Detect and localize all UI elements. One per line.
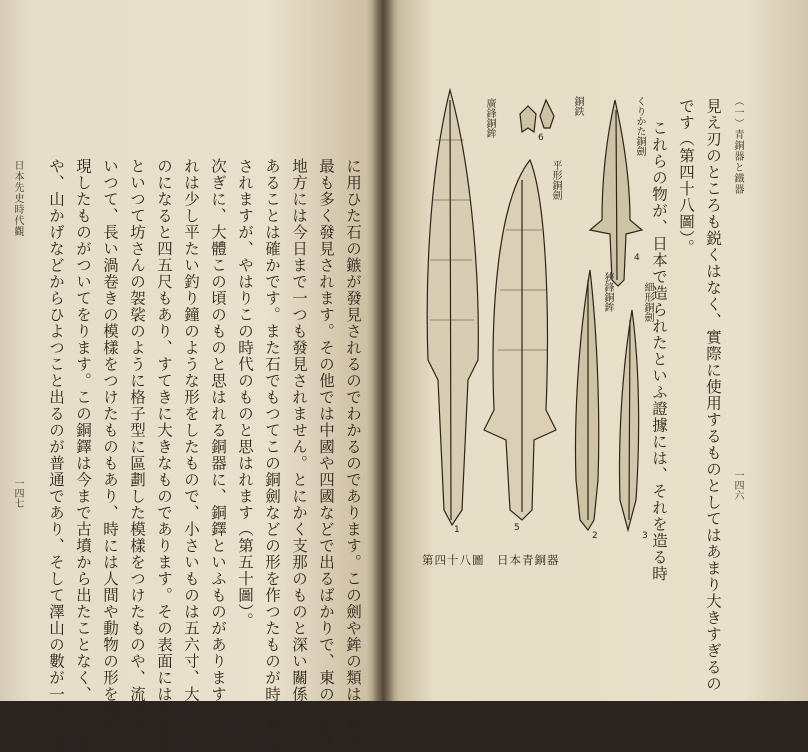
- figure-caption: 第四十八圖 日本青銅器: [422, 553, 560, 567]
- book-gutter: [372, 0, 394, 701]
- text-line: いつて、長い渦卷きの模樣をつけたものもあり、時には人間や動物の形を簡單に: [101, 158, 119, 752]
- label-wide-spear: 廣鋒銅鉾: [484, 98, 495, 138]
- text-line: 現したものがついてをります。この銅鐸は今まで古墳から出たことなく、岩の間: [74, 158, 92, 752]
- weapon-2-flat-spear: [484, 160, 556, 520]
- fig-num-4: 4: [634, 253, 640, 263]
- text-line: 最も多く發見されます。その他では中國や四國などで出るばかりで、東の方東北: [317, 158, 335, 752]
- text-line: のになると四五尺もあり、すてきに大きなものであります。その表面には袈裟襷: [155, 158, 173, 752]
- bronze-weapons-illustration: [410, 80, 670, 550]
- text-line: 地方には今日まで一つも發見されません。とにかく支那のものと深い關係の: [290, 158, 308, 719]
- fig-num-1: 1: [454, 525, 460, 535]
- page-number-left: 一四七: [12, 478, 23, 508]
- label-thin-dagger: 細形銅劍: [642, 282, 653, 322]
- text-line: あることは確かです。また石でもつてこの銅劍などの形を作つたものが時々發見: [263, 158, 281, 752]
- left-page: [0, 0, 382, 752]
- text-line: に用ひた石の鏃が發見されるのでわかるのであります。この劍や鉾の類は九州で: [344, 158, 362, 752]
- fig-num-2: 2: [592, 531, 598, 541]
- weapon-3-narrow-dagger: [576, 270, 599, 530]
- weapon-1-wide-spear: [427, 90, 478, 525]
- text-line: これらの物が、日本で造られたといふ證據には、それを造る時: [650, 120, 668, 582]
- running-head-left: 日本先史時代觀: [12, 160, 23, 237]
- fig-num-6: 6: [538, 133, 544, 143]
- label-flat-dagger: 平形銅劍: [550, 160, 561, 200]
- text-line: や、山かげなどからひよつこと出るのが普通であり、そして澤山の數が一度に出: [47, 158, 65, 752]
- text-line: されますが、やはりこの時代のものと思はれます（第五十圖）。: [236, 158, 254, 629]
- weapon-6-small-arrowhead: [520, 106, 536, 132]
- text-line: です（第四十八圖）。: [677, 98, 695, 256]
- text-line: 見え刃のところも鋭くはなく、實際に使用するものとしてはあまり大きすぎるの: [704, 98, 722, 692]
- text-line: 次ぎに、大體この頃のものと思はれる銅器に、銅鐸といふものがあります。こ: [209, 158, 227, 736]
- page-number-right: 一四六: [732, 470, 743, 500]
- fig-num-3: 3: [642, 531, 648, 541]
- text-line: といつて坊さんの袈裟のように格子型に區劃した模樣をつけたものや、流水紋と: [128, 158, 146, 752]
- label-kurikata-dagger: くりかた銅劍: [634, 96, 645, 156]
- running-head-right: （一）青銅器と鐵器: [732, 96, 743, 195]
- label-narrow-spear: 狹鋒銅鉾: [602, 272, 613, 312]
- label-arrowhead: 銅鉄: [572, 96, 583, 116]
- text-line: れは少し平たい釣り鐘のような形をしたもので、小さいものは五六寸、大きいも: [182, 158, 200, 752]
- fig-num-5: 5: [514, 523, 520, 533]
